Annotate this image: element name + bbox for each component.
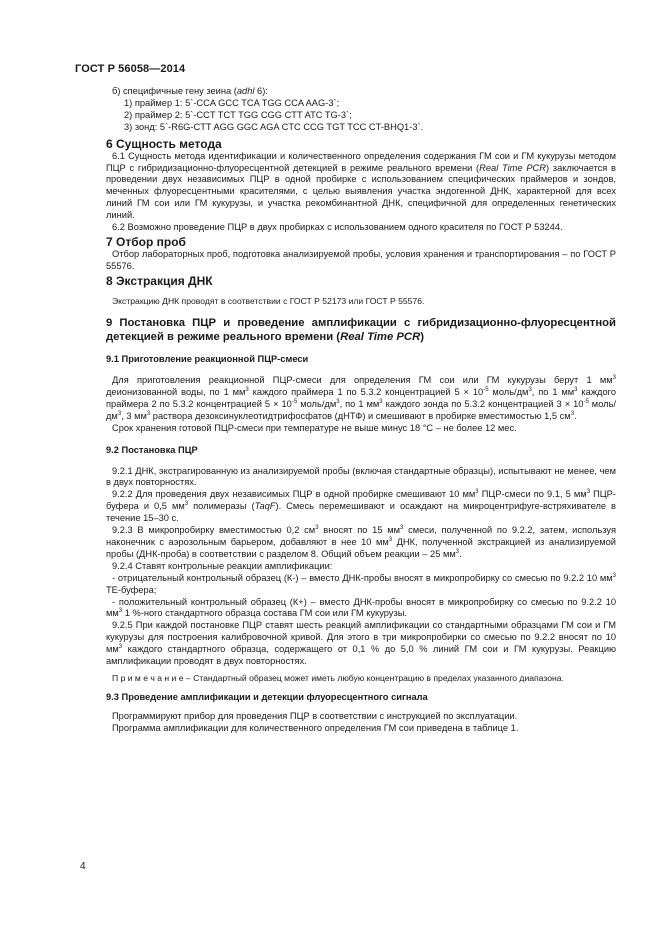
section-9-2-4: 9.2.4 Ставят контрольные реакции амплификации: [112, 560, 333, 571]
note: П р и м е ч а н и е – Стандартный образец может иметь любую концентрацию в пределах указанного диапазона. [112, 672, 564, 683]
section-9-3-text-1: Программируют прибор для проведения ПЦР в соответствии с инструкцией по эксплуатации. [112, 711, 518, 722]
section-9-1-title: 9.1 Приготовление реакционной ПЦР-смеси [106, 354, 309, 364]
section-9-2-title: 9.2 Постановка ПЦР [106, 444, 198, 455]
section-7-title: 7 Отбор проб [106, 234, 186, 249]
section-9-2-3: 9.2.3 В микропробирку вместимостью 0,2 $см^3$ вносят по 15 $мм^3$ смеси, полученной по 9.2.2, затем, используя наконечник с аэрозольным барьером, добавляют в нее 10 $мм^3$ ДНК, полученной экстракцией из анализируемой пробы (ДНК-проба) в соответствии с разделом 8. Общий объем реакции – 25 $мм^3$. [106, 524, 617, 559]
section-7-text: Отбор лабораторных проб, подготовка анализируемой пробы, условия хранения и транспортирования – по ГОСТ Р 55576. [106, 248, 616, 271]
negative-control: - отрицательный контрольный образец (К-) – вместо ДНК-пробы вносят в микропробирку со смесью по 9.2.2 10 $мм^3$ ТЕ-буфера; [106, 572, 616, 595]
section-9-1-storage: Срок хранения готовой ПЦР-смеси при температуре не выше минус 18 °С – не более 12 мес. [112, 422, 517, 433]
zein-item-3: 3) зонд: 5`-R6G-CTT AGG GGC AGA CTC CCG TGT TCC CT-BHQ1-3`. [124, 121, 424, 132]
section-6-2: 6.2 Возможно проведение ПЦР в двух пробирках с использованием одного красителя по ГОСТ Р 53244. [112, 222, 563, 233]
section-8-text: Экстракцию ДНК проводят в соответствии с ГОСТ Р 52173 или ГОСТ Р 55576. [112, 295, 425, 306]
section-8-title: 8 Экстракция ДНК [106, 273, 213, 288]
section-9-1-text: Для приготовления реакционной ПЦР-смеси для определения ГМ сои или ГМ кукурузы берут 1 $мм^3$ деионизованной воды, по 1 $мм^3$ каждого праймера 1 по 5.3.2 концентрацией $5 \times 10^{-5}$ моль/$дм^3$, по 1 $мм^3$ каждого праймера 2 по 5.3.2 концентрацией $5 \times 10^{-5}$ моль/$дм^3$, по 1 $мм^3$ каждого зонда по 5.3.2 концентрацией $3 \times 10^{-5}$ моль/$дм^3$, 3 $мм^3$ раствора дезоксинуклеотидтрифосфатов (дНТФ) и смешивают в пробирке вместимостью 1,5 $см^3$. [106, 374, 617, 421]
section-9-3-text-2: Программа амплификации для количественного определения ГМ сои приведена в таблице 1. [112, 723, 519, 734]
section-6-1: 6.1 Сущность метода идентификации и количественного определения содержания ГМ сои и ГМ кукурузы методом ПЦР с гибридизационно-флуоресцентной детекцией в режиме реального времени (Real Time PCR) заключается в проведении двух независимых ПЦР в одной пробирке с использованием специфических праймеров и зондов, меченных флуоресцентными красителями, с целью выявления участка эндогенной ДНК, характерной для всех линий ГМ сои или ГМ кукурузы, и участка рекомбинантной ДНК, специфичной для определенных генетических линий. [106, 150, 616, 221]
section-9-2-2: 9.2.2 Для проведения двух независимых ПЦР в одной пробирке смешивают 10 $мм^3$ ПЦР-смеси по 9.1, 5 $мм^3$ ПЦР-буфера и 0,5 $мм^3$ полимеразы (TaqF). Смесь перемешивают и осаждают на микроцентрифуге-встряхивателе в течение 15–30 с. [106, 489, 616, 524]
zein-item-2: 2) праймер 2: 5`-CCT TCT TGG CGG CTT ATC TG-3`; [124, 109, 352, 120]
zein-intro: б) специфичные гену зеина (adhl 6): [112, 86, 268, 96]
section-9-2-5: 9.2.5 При каждой постановке ПЦР ставят шесть реакций амплификации со стандартными образцами ГМ сои и ГМ кукурузы для построения калибровочной кривой. Для этого в три микропробирки со смесью по 9.2.2 вносят по 10 $мм^3$ каждого стандартного образца, содержащего от 0,1 % до 5,0 % линий ГМ сои и ГМ кукурузы. Реакцию амплификации проводят в двух повторностях. [106, 620, 616, 667]
section-9-title: 9 Постановка ПЦР и проведение амплификации с гибридизационно-флуоресцентной детекцией в режиме реального времени (Real Time PCR) [106, 317, 616, 343]
page-number: 4 [80, 861, 86, 872]
section-9-3-title: 9.3 Проведение амплификации и детекции флуоресцентного сигнала [106, 692, 428, 703]
document-header: ГОСТ Р 56058—2014 [75, 63, 186, 75]
section-9-2-1: 9.2.1 ДНК, экстрагированную из анализируемой пробы (включая стандартные образцы), испытывают не менее, чем в двух повторностях. [106, 465, 616, 488]
section-6-title: 6 Сущность метода [106, 136, 222, 151]
positive-control: - положительный контрольный образец (К+) – вместо ДНК-пробы вносят в микропробирку со смесью по 9.2.2 10 $мм^3$ 1 %-ного стандартного образца состава ГМ сои или ГМ кукурузы. [106, 596, 616, 619]
document-body [106, 86, 616, 735]
zein-item-1: 1) праймер 1: 5`-CCA GCC TCA TGG CCA AAG-3`; [124, 97, 340, 108]
